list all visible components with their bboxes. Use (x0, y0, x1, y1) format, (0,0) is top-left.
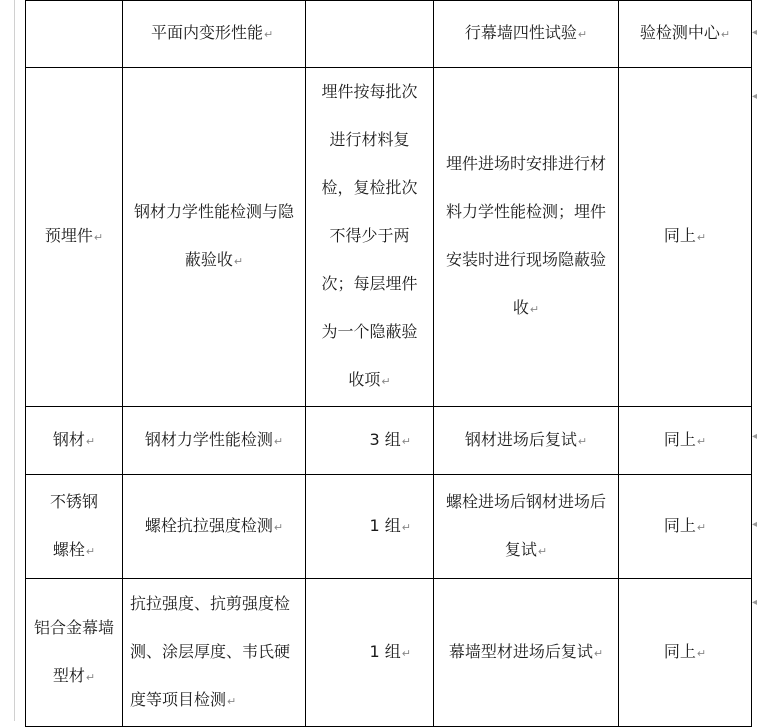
method-text: 埋件进场时安排进行材料力学性能检测；埋件安装时进行现场隐蔽验收↵ (445, 154, 606, 317)
paragraph-mark-icon: ↵ (273, 520, 284, 534)
qty-cell: 3 组↵ (306, 407, 434, 475)
paragraph-mark-icon: ↵ (233, 255, 244, 268)
row-end-mark-icon: ◂ (752, 519, 758, 530)
row-end-mark-icon: ◂ (752, 91, 758, 102)
qty-text: 埋件按每批次进行材料复检，复检批次不得少于两次；每层埋件为一个隐蔽验收项↵ (321, 82, 418, 389)
test-cell: 螺栓抗拉强度检测↵ (123, 475, 306, 579)
method-cell: 螺栓进场后钢材进场后复试↵ (434, 475, 619, 579)
paragraph-mark-icon: ↵ (401, 434, 411, 448)
paragraph-mark-icon: ↵ (577, 434, 588, 448)
row-end-mark-icon: ◂ (752, 27, 758, 38)
agency-cell: 同上↵ (619, 475, 752, 579)
header-text: 平面内变形性能 (151, 23, 264, 42)
test-cell: 抗拉强度、抗剪强度检测、涂层厚度、韦氏硬度等项目检测↵ (123, 579, 306, 727)
header-text: 验检测中心 (639, 23, 720, 42)
header-cell-test (434, 1, 619, 68)
paragraph-mark-icon: ↵ (401, 646, 411, 660)
paragraph-mark-icon: ↵ (696, 434, 707, 448)
paragraph-mark-icon: ↵ (273, 434, 284, 448)
table-row (26, 1, 752, 68)
paragraph-mark-icon: ↵ (696, 520, 707, 534)
header-cell-center (619, 1, 752, 68)
table-row (26, 475, 752, 579)
paragraph-mark-icon: ↵ (264, 28, 274, 41)
margin-rule (14, 0, 15, 721)
test-text: 钢材力学性能检测与隐蔽验收↵ (133, 202, 294, 269)
paragraph-mark-icon: ↵ (593, 646, 604, 660)
agency-cell: 同上↵ (619, 407, 752, 475)
paragraph-mark-icon: ↵ (720, 28, 731, 41)
paragraph-mark-icon: ↵ (93, 231, 104, 244)
item-cell: 不锈钢螺栓↵ (26, 475, 123, 579)
table-row (26, 68, 752, 407)
qty-cell: 1 组↵ (306, 579, 434, 727)
inspection-table (25, 0, 752, 727)
test-cell: 钢材力学性能检测↵ (123, 407, 306, 475)
header-cell-empty (306, 1, 434, 68)
paragraph-mark-icon: ↵ (227, 694, 237, 708)
qty-cell: 1 组↵ (306, 475, 434, 579)
paragraph-mark-icon: ↵ (696, 646, 707, 660)
header-cell-empty (26, 1, 123, 68)
paragraph-mark-icon: ↵ (381, 375, 391, 388)
item-cell: 预埋件↵ (26, 68, 123, 407)
header-cell-property (123, 1, 306, 68)
item-cell: 铝合金幕墙型材↵ (26, 579, 123, 727)
paragraph-mark-icon: ↵ (85, 670, 96, 684)
method-cell: 幕墙型材进场后复试↵ (434, 579, 619, 727)
row-end-mark-icon: ◂ (752, 431, 758, 442)
agency-cell: 同上↵ (619, 68, 752, 407)
paragraph-mark-icon: ↵ (529, 303, 540, 316)
paragraph-mark-icon: ↵ (401, 520, 411, 534)
header-text: 行幕墙四性试验 (464, 23, 577, 42)
paragraph-mark-icon: ↵ (577, 28, 588, 41)
paragraph-mark-icon: ↵ (537, 544, 548, 558)
qty-cell (306, 68, 434, 407)
agency-cell: 同上↵ (619, 579, 752, 727)
paragraph-mark-icon: ↵ (85, 544, 96, 558)
table-row (26, 579, 752, 727)
paragraph-mark-icon: ↵ (85, 434, 96, 448)
table-row (26, 407, 752, 475)
row-end-mark-icon: ◂ (752, 597, 758, 608)
method-cell (434, 68, 619, 407)
method-cell: 钢材进场后复试↵ (434, 407, 619, 475)
item-cell: 钢材↵ (26, 407, 123, 475)
test-cell (123, 68, 306, 407)
paragraph-mark-icon: ↵ (696, 231, 707, 244)
